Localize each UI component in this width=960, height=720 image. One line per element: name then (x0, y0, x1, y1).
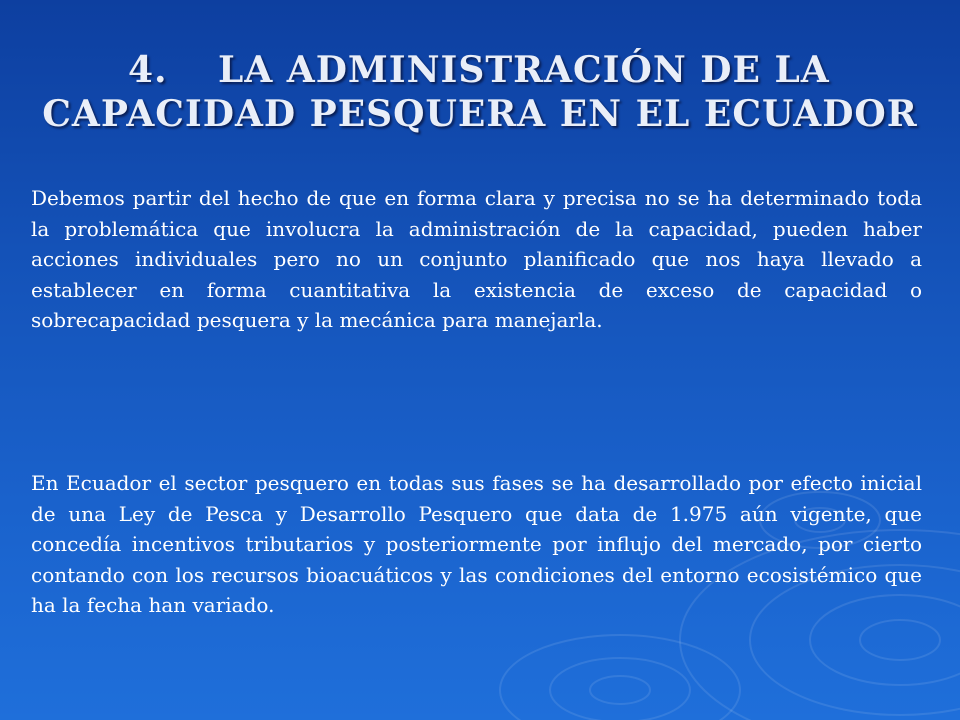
paragraph-2: En Ecuador el sector pesquero en todas sus fases se ha desarrollado por efecto inicial de una Ley de Pesca y Desarrollo Pesquero que data de 1.975 aún vigente, que concedía incentivos tributarios y posteriormente por influjo del mercado, por cierto contando con los recursos bioacuáticos y las condiciones del entorno ecosistémico que ha la fecha han variado. (31, 471, 922, 617)
paragraph-1: Debemos partir del hecho de que en forma clara y precisa no se ha determinado toda la problemática que involucra la administración de la capacidad, pueden haber acciones individuales pero no un conjunto planificado que nos haya llevado a establecer en forma cuantitativa la existencia de exceso de capacidad o sobrecapacidad pesquera y la mecánica para manejarla. (31, 186, 922, 332)
title-line-1 (40, 48, 920, 92)
title-line-1-text: LA ADMINISTRACIÓN DE LA (218, 49, 830, 91)
slide-title (40, 48, 920, 136)
title-number: 4. (128, 49, 168, 91)
title-line-2: CAPACIDAD PESQUERA EN EL ECUADOR (42, 93, 918, 135)
